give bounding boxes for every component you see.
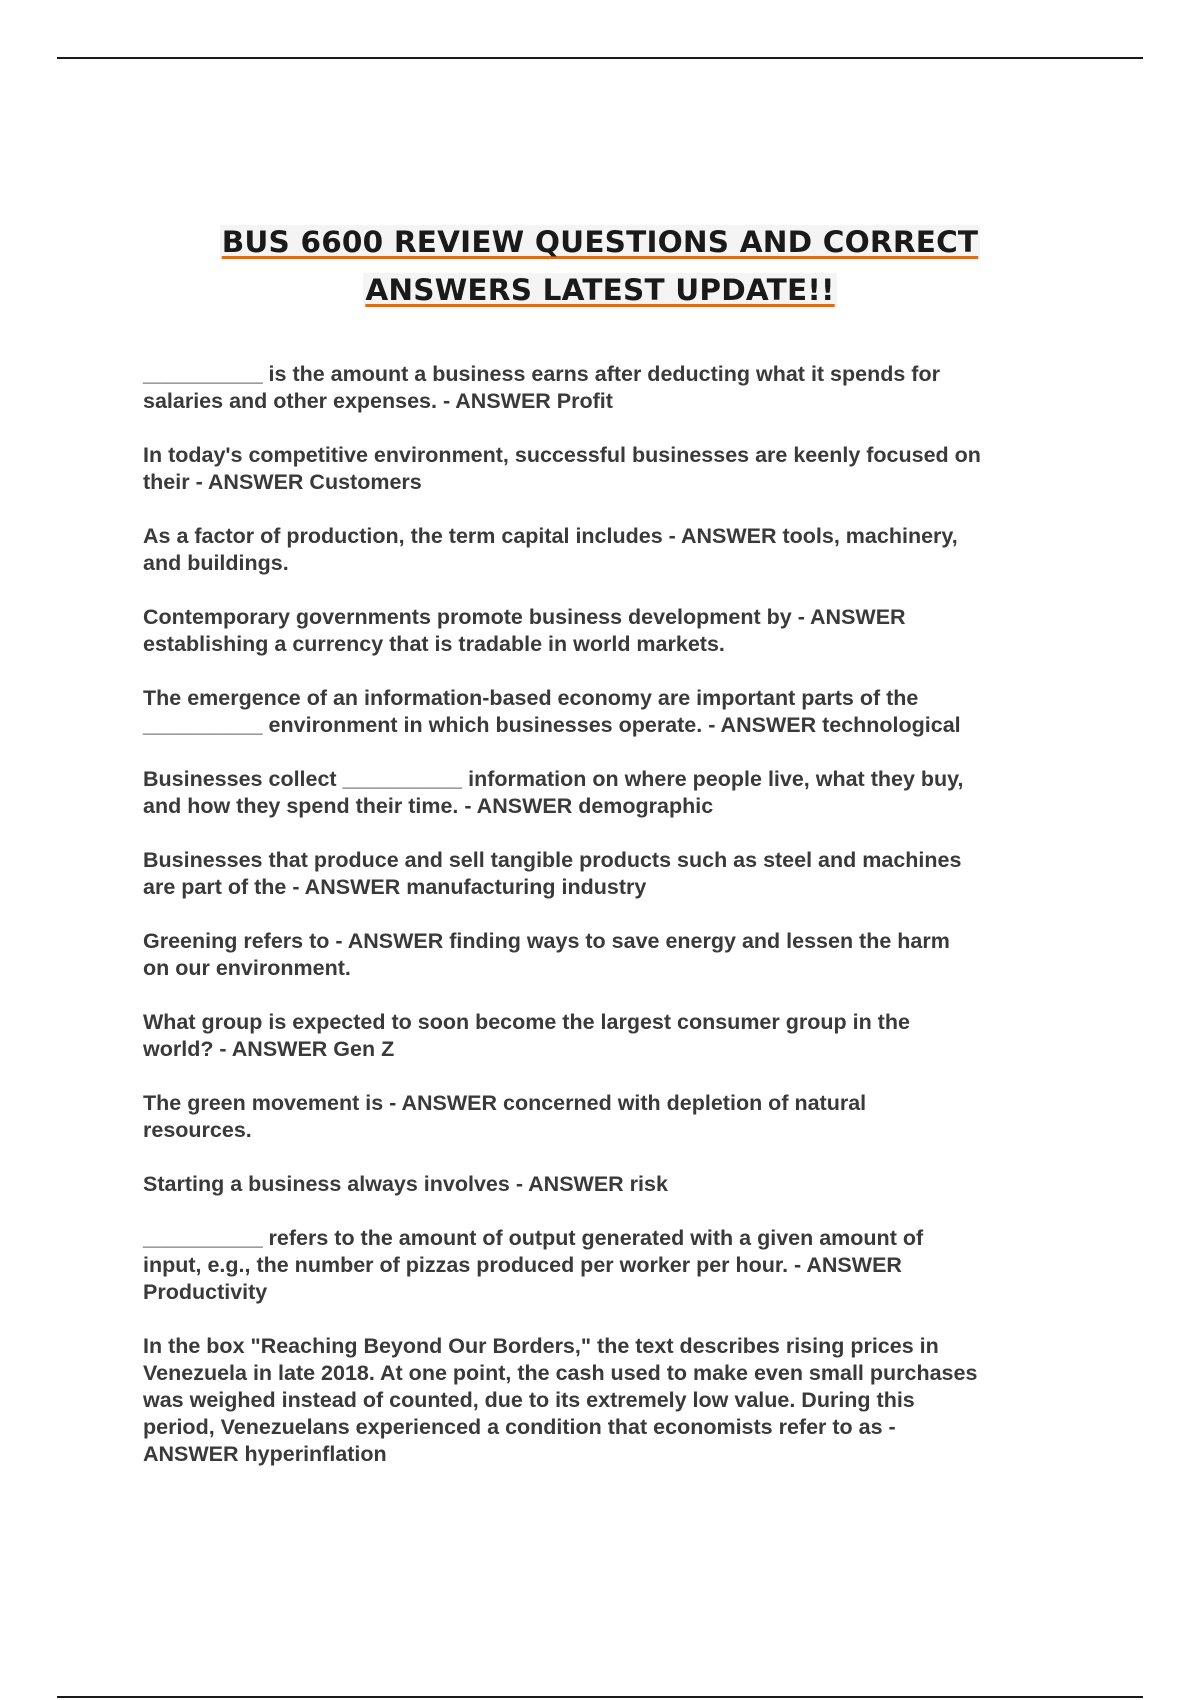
qa-item: As a factor of production, the term capital includes - ANSWER tools, machinery, and buildings. [143, 524, 958, 575]
qa-item: Contemporary governments promote business development by - ANSWER establishing a currency that is tradable in world markets. [143, 605, 906, 656]
qa-item: What group is expected to soon become the largest consumer group in the world? - ANSWER Gen Z [143, 1010, 910, 1061]
qa-item: The emergence of an information-based economy are important parts of the __________ environment in which businesses operate. - ANSWER technological [143, 686, 961, 737]
title-line-2: ANSWERS LATEST UPDATE!! [365, 273, 835, 307]
qa-item: Businesses collect __________ information on where people live, what they buy, and how they spend their time. - ANSWER demographic [143, 767, 964, 818]
qa-item: __________ refers to the amount of output generated with a given amount of input, e.g., the number of pizzas produced per worker per hour. - ANSWER Productivity [143, 1226, 924, 1304]
question-answer-list [143, 361, 1083, 1495]
qa-item: Greening refers to - ANSWER finding ways to save energy and lessen the harm on our environment. [143, 929, 950, 980]
qa-item: Businesses that produce and sell tangible products such as steel and machines are part of the - ANSWER manufacturing industry [143, 848, 962, 899]
qa-item: Starting a business always involves - ANSWER risk [143, 1172, 668, 1196]
qa-item: In the box "Reaching Beyond Our Borders," the text describes rising prices in Venezuela in late 2018. At one point, the cash used to make even small purchases was weighed instead of counted, due to its extremely low value. During this period, Venezuelans experienced a condition that economists refer to as - ANSWER hyperinflation [143, 1334, 978, 1466]
qa-item: The green movement is - ANSWER concerned with depletion of natural resources. [143, 1091, 867, 1142]
title-line-1: BUS 6600 REVIEW QUESTIONS AND CORRECT [221, 225, 979, 259]
qa-item: __________ is the amount a business earns after deducting what it spends for salaries and other expenses. - ANSWER Profit [143, 362, 940, 413]
document-title [120, 218, 1080, 314]
qa-item: In today's competitive environment, successful businesses are keenly focused on their - ANSWER Customers [143, 443, 981, 494]
top-divider [57, 57, 1143, 59]
bottom-divider [57, 1696, 1143, 1698]
